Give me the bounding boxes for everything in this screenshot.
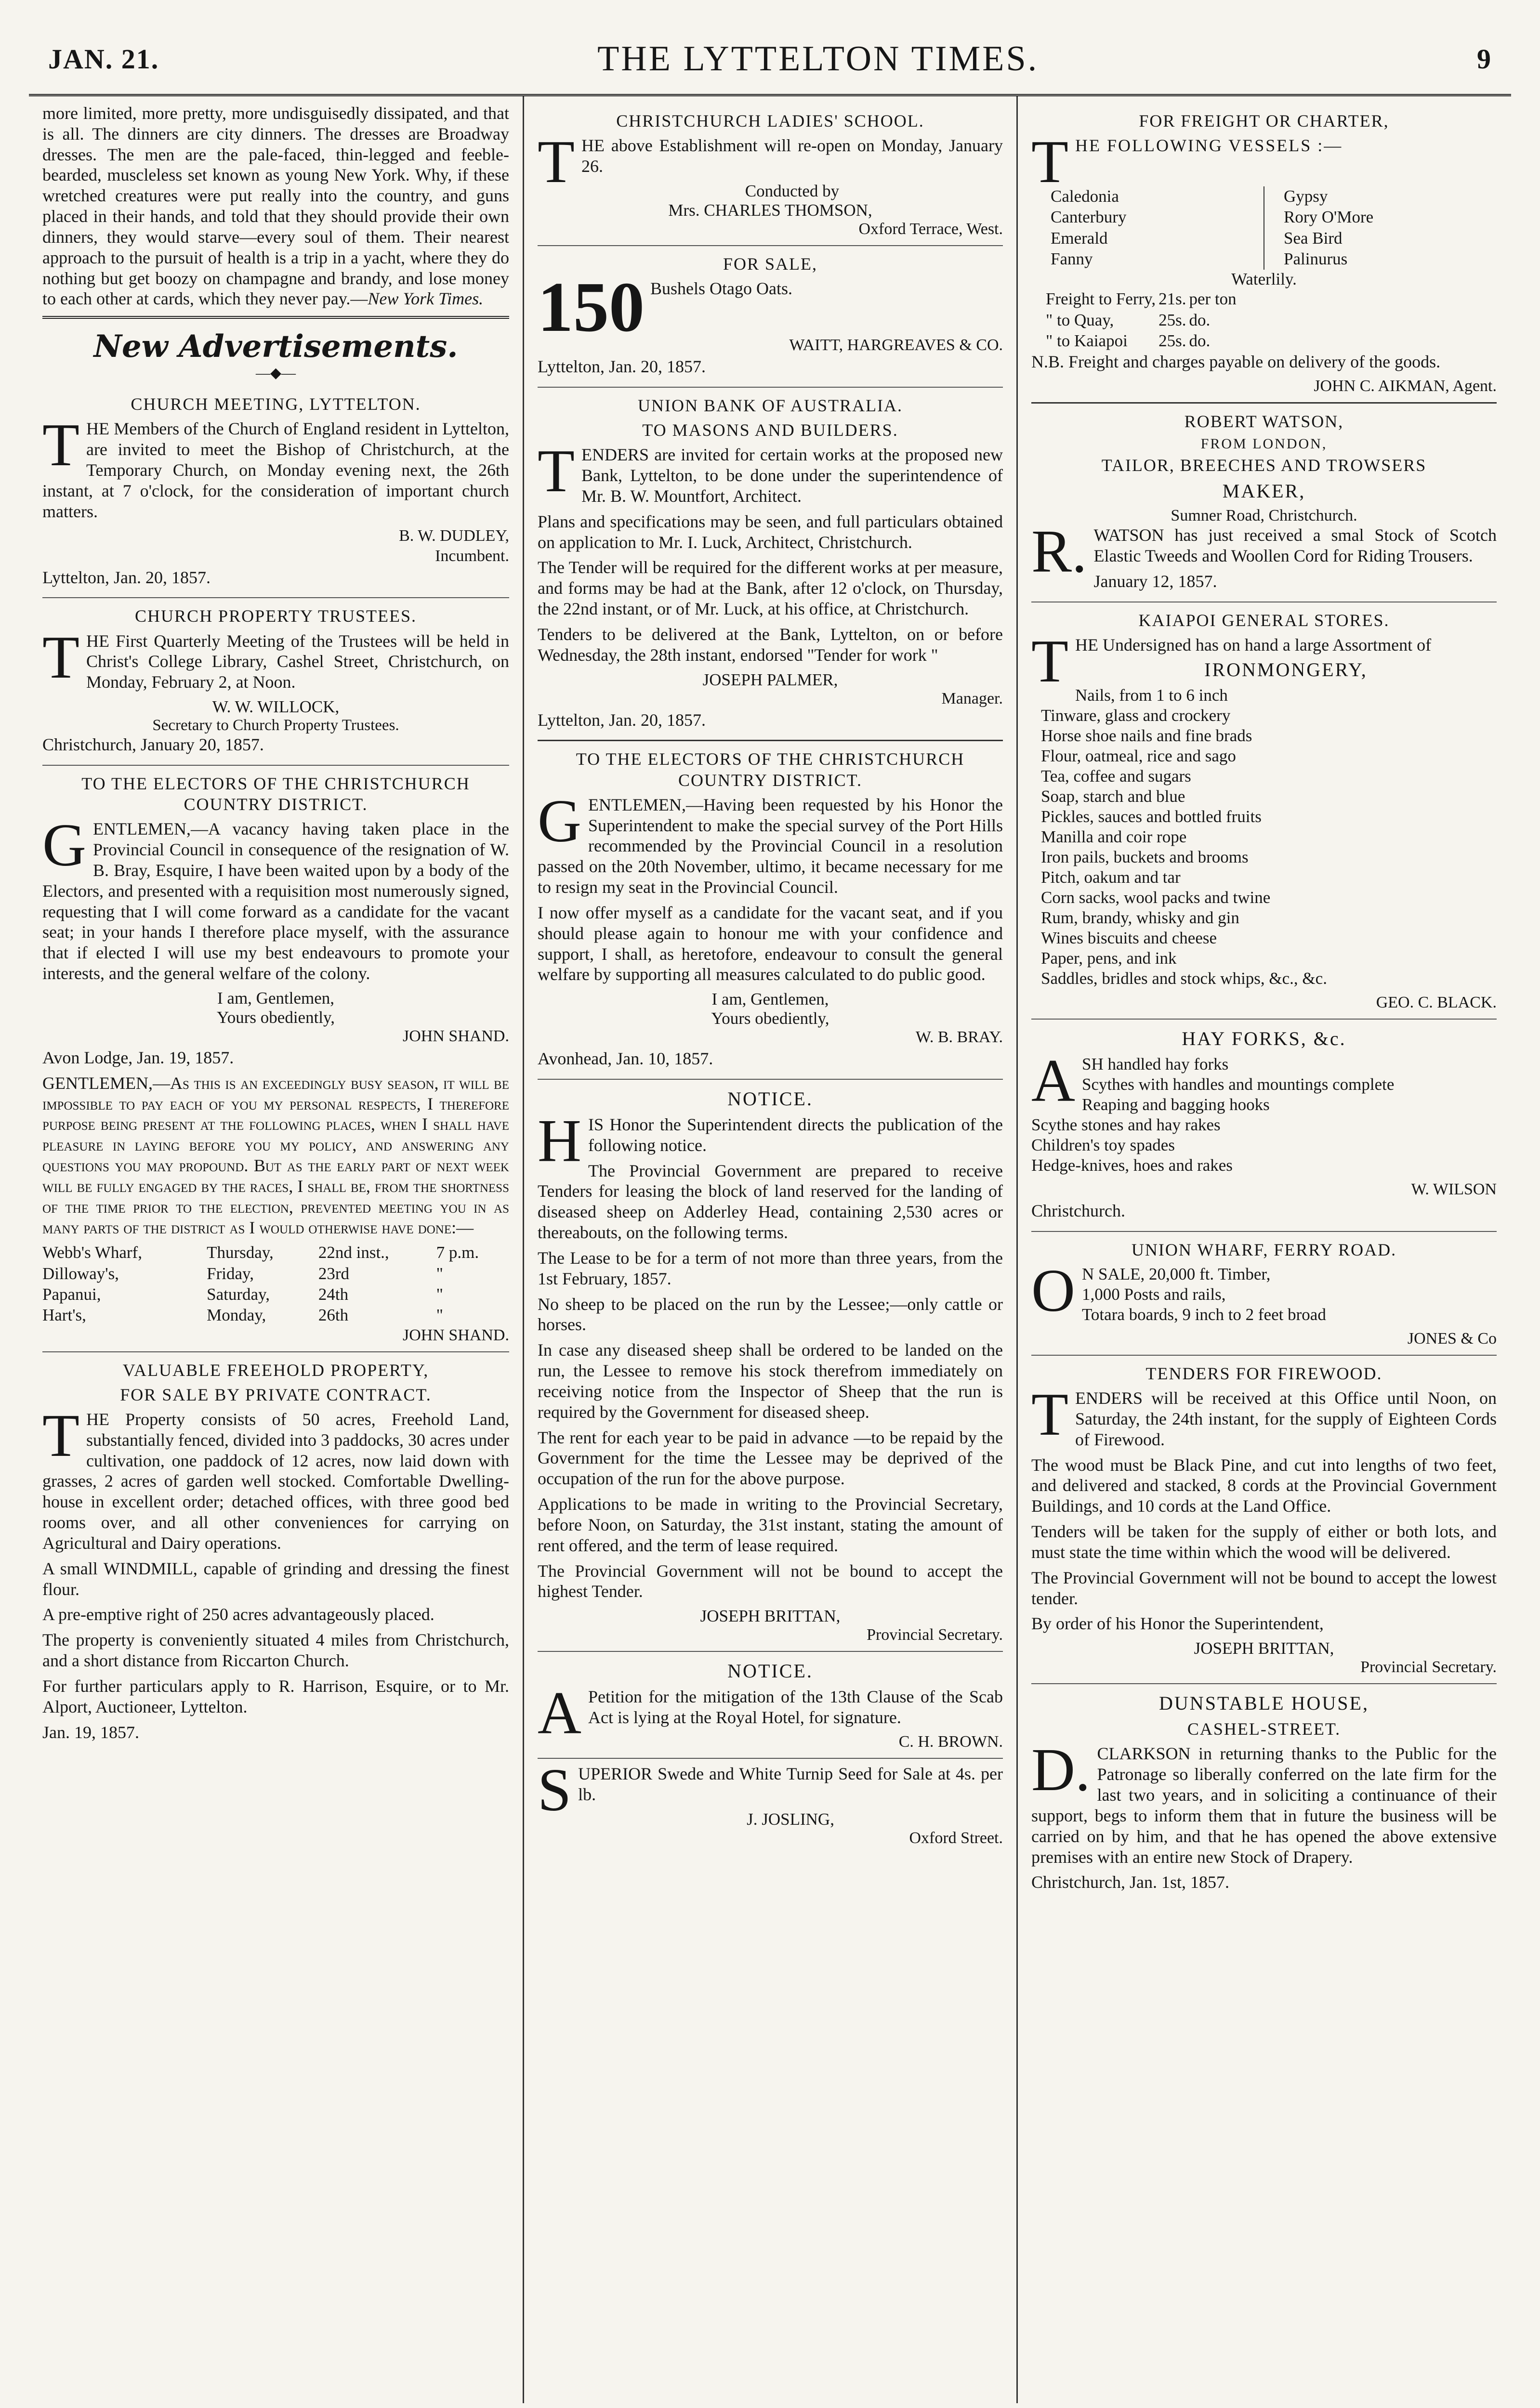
ad-from: FROM LONDON, bbox=[1200, 436, 1328, 452]
section-rule bbox=[42, 316, 509, 319]
ad-date: Avon Lodge, Jan. 19, 1857. bbox=[42, 1047, 234, 1067]
ad-body: IS Honor the Superintendent directs the publication of the following notice. bbox=[588, 1115, 1003, 1155]
ad-body-5: By order of his Honor the Superintendent, bbox=[1031, 1614, 1324, 1634]
drop-cap: G bbox=[42, 812, 86, 879]
ad-title: CHURCH PROPERTY TRUSTEES. bbox=[135, 606, 417, 626]
ad-body-5: The rent for each year to be paid in advance —to be repaid by the Government for the time the Lessee may be deprived of the occupation of the run for the above purpose. bbox=[538, 1427, 1003, 1489]
ad-body-6: Applications to be made in writing to the Provincial Secretary, before Noon, on Saturday, the 31st instant, stating the amount of rent offered, and the term of lease required. bbox=[538, 1494, 1003, 1555]
ad-body-3: A pre-emptive right of 250 acres advantageously placed. bbox=[42, 1605, 434, 1624]
drop-cap: D. bbox=[1031, 1737, 1091, 1804]
ad-trade-2: MAKER, bbox=[1222, 480, 1306, 502]
ad-turnip-seed bbox=[538, 1756, 1003, 1854]
ad-title: TENDERS FOR FIREWOOD. bbox=[1145, 1363, 1382, 1383]
ad-place: Christchurch. bbox=[1031, 1201, 1125, 1220]
ad-subtitle: CASHEL-STREET. bbox=[1187, 1719, 1341, 1739]
ad-body-2: GENTLEMEN,—As this is an exceedingly busy season, it will be impossible to pay each of you my personal respects, I therefore purpose being present at the following places, when I shall have pleasure in laying before you my policy, and answering any questions you may propound. But as the early part of next week will be fully engaged by the races, I shall be, from the shortness of the time prior to the election, prevented meeting you in as many parts of the district as I would otherwise have done:— bbox=[42, 1073, 509, 1237]
table-row: Caledonia Gypsy bbox=[1031, 186, 1497, 207]
ad-church-property bbox=[42, 598, 509, 766]
ad-body: Petition for the mitigation of the 13th Clause of the Scab Act is lying at the Royal Hotel, for signature. bbox=[588, 1687, 1003, 1727]
drop-cap: T bbox=[42, 1402, 79, 1469]
goods-list bbox=[1031, 1257, 1497, 1325]
ad-union-wharf bbox=[1031, 1232, 1497, 1356]
drop-cap: A bbox=[1031, 1047, 1075, 1114]
signature-name: J. JOSLING, bbox=[747, 1809, 834, 1829]
vessel-list bbox=[1031, 186, 1497, 270]
drop-cap: T bbox=[538, 129, 575, 196]
new-advertisements-heading: New Advertisements. bbox=[93, 328, 458, 365]
drop-cap: T bbox=[42, 624, 79, 691]
ad-body: ENDERS will be received at this Office until Noon, on Saturday, the 24th instant, for the supply of Eighteen Cords of Firewood. bbox=[1075, 1388, 1497, 1449]
signature-name: W. W. WILLOCK, bbox=[212, 697, 340, 717]
ad-date: Lyttelton, Jan. 20, 1857. bbox=[42, 567, 211, 587]
freight-rates bbox=[1046, 289, 1239, 352]
drop-cap: T bbox=[1031, 628, 1068, 695]
article-text: more limited, more pretty, more undisguisedly dissipated, and that is all. The dinners are city dinners. The dresses are Broadway dresses. The men are the pale-faced, thin-legged and feeble-bearded, muscleless set known as young New York. Why, if these wretched creatures were put really into the country, and guns placed in their hands, and told that they should provide their own dinners, they would starve—every soul of them. Their nearest approach to the pursuit of health is a trip in a yacht, where they do nothing but get boozy on champagne and brandy, and lose money to each other at cards, which they never pay.— bbox=[42, 104, 509, 309]
ad-electors-bray bbox=[538, 741, 1003, 1080]
ad-freight-charter bbox=[1031, 103, 1497, 404]
ad-title: TO THE ELECTORS OF THE CHRISTCHURCH COUNTRY DISTRICT. bbox=[576, 749, 965, 790]
signature-name: WAITT, HARGREAVES & CO. bbox=[789, 336, 1003, 354]
table-row: Freight to Ferry, 21s. per ton bbox=[1046, 289, 1237, 309]
ad-robert-watson bbox=[1031, 404, 1497, 602]
ad-date: Christchurch, Jan. 1st, 1857. bbox=[1031, 1872, 1229, 1892]
signature-title: Manager. bbox=[941, 689, 1003, 707]
ad-title: CHRISTCHURCH LADIES' SCHOOL. bbox=[616, 111, 924, 131]
list-item: Manilla and coir rope bbox=[1041, 827, 1187, 846]
ad-title: HAY FORKS, &c. bbox=[1182, 1027, 1346, 1049]
ad-body-7: The Provincial Government will not be bound to accept the highest Tender. bbox=[538, 1561, 1003, 1601]
ad-date: Avonhead, Jan. 10, 1857. bbox=[538, 1049, 713, 1069]
signature-name: B. W. DUDLEY, bbox=[399, 526, 509, 545]
list-item: Saddles, bridles and stock whips, &c., &c. bbox=[1041, 968, 1327, 988]
drop-cap: R. bbox=[1031, 518, 1087, 586]
signature-name: JOHN SHAND. bbox=[402, 1027, 509, 1045]
drop-cap: G bbox=[538, 787, 581, 855]
masthead bbox=[29, 0, 1511, 96]
table-row: Dilloway's, Friday, 23rd " bbox=[42, 1264, 443, 1283]
signature-title: Incumbent. bbox=[435, 547, 509, 565]
ad-body-1: The Provincial Government are prepared to receive Tenders for leasing the block of land reserved for the landing of diseased sheep on Adderley Head, containing 2,530 acres or thereabouts, on the following terms. bbox=[538, 1161, 1003, 1243]
ornament: —◆— bbox=[255, 365, 296, 381]
list-item: Pickles, sauces and bottled fruits bbox=[1041, 807, 1262, 826]
closing-line: Yours obediently, bbox=[711, 1009, 829, 1028]
ad-electors-shand bbox=[42, 766, 509, 1352]
ad-address: Oxford Terrace, West. bbox=[858, 220, 1003, 238]
ad-body-3: The Tender will be required for the different works at per measure, and forms may be had at the Bank, after 12 o'clock, on Thursday, the 22nd instant, or of Mr. Luck, at his office, at Christchurch. bbox=[538, 558, 1003, 619]
table-row: Hart's, Monday, 26th " bbox=[42, 1306, 443, 1325]
drop-cap: S bbox=[538, 1756, 572, 1824]
ad-body: HE Property consists of 50 acres, Freehold Land, substantially fenced, divided into 3 paddocks, 30 acres under cultivation, one paddock of 12 acres, now laid down with grasses, 2 acres of garden well stocked. Comfortable Dwelling-house in excellent order; detached offices, with three good bed rooms over, and all other conveniences for carrying on Agricultural and Dairy operations. bbox=[42, 1409, 509, 1553]
goods-list bbox=[1041, 685, 1497, 989]
list-item: Tea, coffee and sugars bbox=[1041, 766, 1191, 785]
list-item: Iron pails, buckets and brooms bbox=[1041, 847, 1249, 866]
table-row: Emerald Sea Bird bbox=[1031, 228, 1497, 249]
columns bbox=[29, 96, 1511, 2403]
ad-date: Lyttelton, Jan. 20, 1857. bbox=[538, 357, 706, 377]
ad-date: Lyttelton, Jan. 20, 1857. bbox=[538, 710, 706, 730]
list-item: Rum, brandy, whisky and gin bbox=[1041, 908, 1239, 927]
list-item: Children's toy spades bbox=[1031, 1135, 1175, 1154]
signature-name: JOSEPH PALMER, bbox=[702, 670, 838, 689]
ad-body: WATSON has just received a smal Stock of Scotch Elastic Tweeds and Woollen Cord for Riding Trousers. bbox=[1093, 525, 1497, 566]
signature-name: W. WILSON bbox=[1411, 1180, 1497, 1198]
column-2 bbox=[523, 96, 1016, 2403]
ad-body: HE FOLLOWING VESSELS :— bbox=[1075, 136, 1343, 156]
ad-body-4: Tenders to be delivered at the Bank, Lyttelton, on or before Wednesday, the 28th instant, endorsed "Tender for work " bbox=[538, 624, 1003, 665]
ad-body: Bushels Otago Oats. bbox=[650, 279, 792, 299]
ad-body-3: No sheep to be placed on the run by the Lessee;—only cattle or horses. bbox=[538, 1294, 1003, 1335]
list-item: Paper, pens, and ink bbox=[1041, 948, 1177, 968]
ad-body-2: A small WINDMILL, capable of grinding and dressing the finest flour. bbox=[42, 1558, 509, 1599]
ad-title: FOR FREIGHT OR CHARTER, bbox=[1139, 111, 1389, 131]
ad-body-5: For further particulars apply to R. Harrison, Esquire, or to Mr. Alport, Auctioneer, Lyttelton. bbox=[42, 1676, 509, 1716]
signature-name: JOSEPH BRITTAN, bbox=[700, 1607, 841, 1626]
table-row: " to Quay, 25s. do. bbox=[1046, 310, 1211, 329]
ad-subtitle: TO MASONS AND BUILDERS. bbox=[642, 420, 898, 440]
vessel-center: Waterlily. bbox=[1231, 270, 1297, 289]
ad-title: NOTICE. bbox=[727, 1088, 813, 1110]
ad-title: FOR SALE, bbox=[723, 254, 818, 274]
ad-body-2: Plans and specifications may be seen, and full particulars obtained on application to Mr. I. Luck, Architect, Christchurch. bbox=[538, 511, 1003, 552]
list-item: Horse shoe nails and fine brads bbox=[1041, 726, 1252, 745]
ad-body: HE Members of the Church of England resident in Lyttelton, are invited to meet the Bishop of Christchurch, at the Temporary Church, on Monday evening next, the 26th instant, at 7 o'clock, for the consideration of important church matters. bbox=[42, 419, 509, 521]
ad-note: N.B. Freight and charges payable on delivery of the goods. bbox=[1031, 352, 1441, 372]
ad-line: Mrs. CHARLES THOMSON, bbox=[668, 200, 872, 220]
ad-oats bbox=[538, 246, 1003, 388]
drop-cap: T bbox=[1031, 129, 1068, 196]
table-row: Fanny Palinurus bbox=[1031, 249, 1497, 270]
ad-body: ENDERS are invited for certain works at the proposed new Bank, Lyttelton, to be done under the superintendence of Mr. B. W. Mountfort, Architect. bbox=[581, 445, 1003, 506]
table-row: " to Kaiapoi 25s. do. bbox=[1046, 331, 1211, 350]
column-3 bbox=[1016, 96, 1510, 2403]
ad-title: CHURCH MEETING, LYTTELTON. bbox=[131, 394, 421, 414]
signature-name: JOSEPH BRITTAN, bbox=[1194, 1639, 1334, 1658]
signature-name: JONES & Co bbox=[1407, 1329, 1497, 1348]
ad-firewood-tenders bbox=[1031, 1356, 1497, 1684]
signature-title: Provincial Secretary. bbox=[1360, 1658, 1497, 1676]
ad-subtitle: FOR SALE BY PRIVATE CONTRACT. bbox=[120, 1385, 432, 1404]
ad-body: ENTLEMEN,—Having been requested by his Honor the Superintendent to make the special survey of the Port Hills recommended by the Provincial Council in a resolution passed on the 20th November, ultimo, it became necessary for me to resign my seat in the Provincial Council. bbox=[538, 795, 1003, 897]
drop-cap: O bbox=[1031, 1257, 1075, 1324]
list-item: 1,000 Posts and rails, bbox=[1082, 1284, 1226, 1304]
ad-title: DUNSTABLE HOUSE, bbox=[1159, 1692, 1369, 1714]
ad-body: HE First Quarterly Meeting of the Trustees will be held in Christ's College Library, Cashel Street, Christchurch, on Monday, February 2, at Noon. bbox=[86, 631, 509, 692]
ad-trade: TAILOR, BREECHES AND TROWSERS bbox=[1101, 456, 1427, 475]
drop-cap: A bbox=[538, 1680, 581, 1747]
page-number: 9 bbox=[1476, 43, 1492, 75]
ad-date: January 12, 1857. bbox=[1093, 572, 1217, 591]
closing-line: I am, Gentlemen, bbox=[711, 990, 829, 1009]
list-item: Soap, starch and blue bbox=[1041, 786, 1185, 806]
ad-title: ROBERT WATSON, bbox=[1184, 412, 1344, 432]
ad-address: Sumner Road, Christchurch. bbox=[1171, 507, 1357, 525]
list-item: Nails, from 1 to 6 inch bbox=[1075, 685, 1228, 705]
ad-body: HE above Establishment will re-open on Monday, January 26. bbox=[581, 136, 1003, 176]
drop-cap: T bbox=[538, 438, 575, 505]
column-1 bbox=[29, 96, 523, 2403]
ad-body-4: The property is conveniently situated 4 miles from Christchurch, and a short distance from Riccarton Church. bbox=[42, 1630, 509, 1671]
signature-title: Provincial Secretary. bbox=[867, 1626, 1003, 1644]
ad-ladies-school bbox=[538, 103, 1003, 246]
list-item: Pitch, oakum and tar bbox=[1041, 867, 1181, 887]
ad-title: NOTICE. bbox=[727, 1660, 813, 1682]
newspaper-title: THE LYTTELTON TIMES. bbox=[597, 39, 1039, 79]
table-row: Papanui, Saturday, 24th " bbox=[42, 1284, 443, 1304]
ad-subtitle: IRONMONGERY, bbox=[1204, 658, 1368, 681]
ad-date: Jan. 19, 1857. bbox=[42, 1722, 139, 1742]
ad-union-bank bbox=[538, 388, 1003, 741]
list-item: Scythe stones and hay rakes bbox=[1031, 1115, 1221, 1134]
list-item: N SALE, 20,000 ft. Timber, bbox=[1082, 1264, 1271, 1283]
ad-title: KAIAPOI GENERAL STORES. bbox=[1138, 610, 1390, 630]
ad-line: Conducted by bbox=[745, 181, 840, 200]
table-row: Canterbury Rory O'More bbox=[1031, 207, 1497, 228]
ad-title: VALUABLE FREEHOLD PROPERTY, bbox=[122, 1360, 429, 1380]
ad-title: TO THE ELECTORS OF THE CHRISTCHURCH COUNTRY DISTRICT. bbox=[81, 773, 470, 814]
ad-body-3: Tenders will be taken for the supply of either or both lots, and must state the time within which the wood will be delivered. bbox=[1031, 1522, 1497, 1562]
signature-title: Secretary to Church Property Trustees. bbox=[152, 717, 399, 734]
table-row: Webb's Wharf, Thursday, 22nd inst., 7 p.m. bbox=[42, 1243, 479, 1262]
closing-line: Yours obediently, bbox=[216, 1008, 335, 1027]
ad-church-meeting bbox=[42, 386, 509, 598]
drop-cap: T bbox=[42, 412, 79, 479]
ad-notice-land bbox=[538, 1080, 1003, 1652]
goods-list bbox=[1031, 1047, 1497, 1176]
ad-body: ENTLEMEN,—A vacancy having taken place in the Provincial Council in consequence of the resignation of W. B. Bray, Esquire, I have been waited upon by a body of the Electors, and presented with a requisition most numerously signed, requesting that I will come forward as a candidate for the vacant seat; in your hands I therefore place myself, with the assurance that if elected I will use my best endeavours to promote your interests, and the general welfare of the colony. bbox=[42, 819, 509, 983]
signature-name: GEO. C. BLACK. bbox=[1376, 993, 1497, 1011]
list-item: Reaping and bagging hooks bbox=[1082, 1095, 1270, 1114]
ad-body: CLARKSON in returning thanks to the Public for the Patronage so liberally conferred on the late firm for the last two years, and in soliciting a continuance of their support, begs to inform them that in future the business will be carried on by him, and that he has opened the above extensive premises with an entire new Stock of Drapery. bbox=[1031, 1744, 1497, 1867]
ad-body-2: The Lease to be for a term of not more than three years, from the 1st February, 1857. bbox=[538, 1248, 1003, 1288]
drop-cap: T bbox=[1031, 1381, 1068, 1449]
issue-date: JAN. 21. bbox=[48, 43, 159, 75]
list-item: Tinware, glass and crockery bbox=[1041, 706, 1231, 725]
signature-name: JOHN C. AIKMAN, Agent. bbox=[1314, 377, 1497, 395]
ad-title: UNION WHARF, FERRY ROAD. bbox=[1131, 1240, 1397, 1259]
list-item: Totara boards, 9 inch to 2 feet broad bbox=[1082, 1305, 1326, 1324]
signature-name: C. H. BROWN. bbox=[898, 1732, 1003, 1751]
ad-body-2: The wood must be Black Pine, and cut into lengths of two feet, and delivered and stacked, 8 cords at the Provincial Government Buildings, and 10 cords at the Land Office. bbox=[1031, 1455, 1497, 1516]
ad-freehold-property bbox=[42, 1352, 509, 1753]
closing-line: I am, Gentlemen, bbox=[217, 988, 334, 1008]
list-item: Flour, oatmeal, rice and sago bbox=[1041, 746, 1236, 765]
list-item: Corn sacks, wool packs and twine bbox=[1041, 888, 1271, 907]
signature-name: W. B. BRAY. bbox=[915, 1028, 1003, 1047]
article-continuation bbox=[42, 103, 509, 309]
list-item: Hedge-knives, hoes and rakes bbox=[1031, 1155, 1233, 1175]
ad-address: Oxford Street. bbox=[909, 1829, 1003, 1847]
drop-cap: H bbox=[538, 1108, 581, 1175]
ad-dunstable-house bbox=[1031, 1684, 1497, 1902]
ad-body-2: I now offer myself as a candidate for the vacant seat, and if you should please again to honour me with your confidence and support, I shall, as heretofore, endeavour to consult the general welfare by supporting all measures calculated to do public good. bbox=[538, 903, 1003, 984]
ad-body-4: The Provincial Government will not be bound to accept the lowest tender. bbox=[1031, 1568, 1497, 1608]
ad-kaiapoi-stores bbox=[1031, 602, 1497, 1020]
list-item: Wines biscuits and cheese bbox=[1041, 928, 1217, 947]
ad-body: UPERIOR Swede and White Turnip Seed for Sale at 4s. per lb. bbox=[578, 1764, 1003, 1804]
ad-hay-forks bbox=[1031, 1020, 1497, 1232]
ad-date: Christchurch, January 20, 1857. bbox=[42, 735, 264, 755]
quantity-figure: 150 bbox=[538, 268, 645, 347]
list-item: SH handled hay forks bbox=[1082, 1054, 1229, 1073]
ad-body: HE Undersigned has on hand a large Assortment of bbox=[1075, 635, 1432, 655]
ad-body-4: In case any diseased sheep shall be ordered to be landed on the run, the Lessee to remove his stock therefrom immediately on receiving notice from the Inspector of Sheep that the run is required by the Government for diseased sheep. bbox=[538, 1340, 1003, 1422]
article-source: New York Times. bbox=[368, 289, 484, 309]
list-item: Scythes with handles and mountings complete bbox=[1082, 1074, 1395, 1094]
ad-notice-scab bbox=[538, 1652, 1003, 1759]
meeting-schedule bbox=[42, 1243, 509, 1326]
ad-title: UNION BANK OF AUSTRALIA. bbox=[637, 395, 903, 415]
signature-name: JOHN SHAND. bbox=[402, 1326, 509, 1344]
